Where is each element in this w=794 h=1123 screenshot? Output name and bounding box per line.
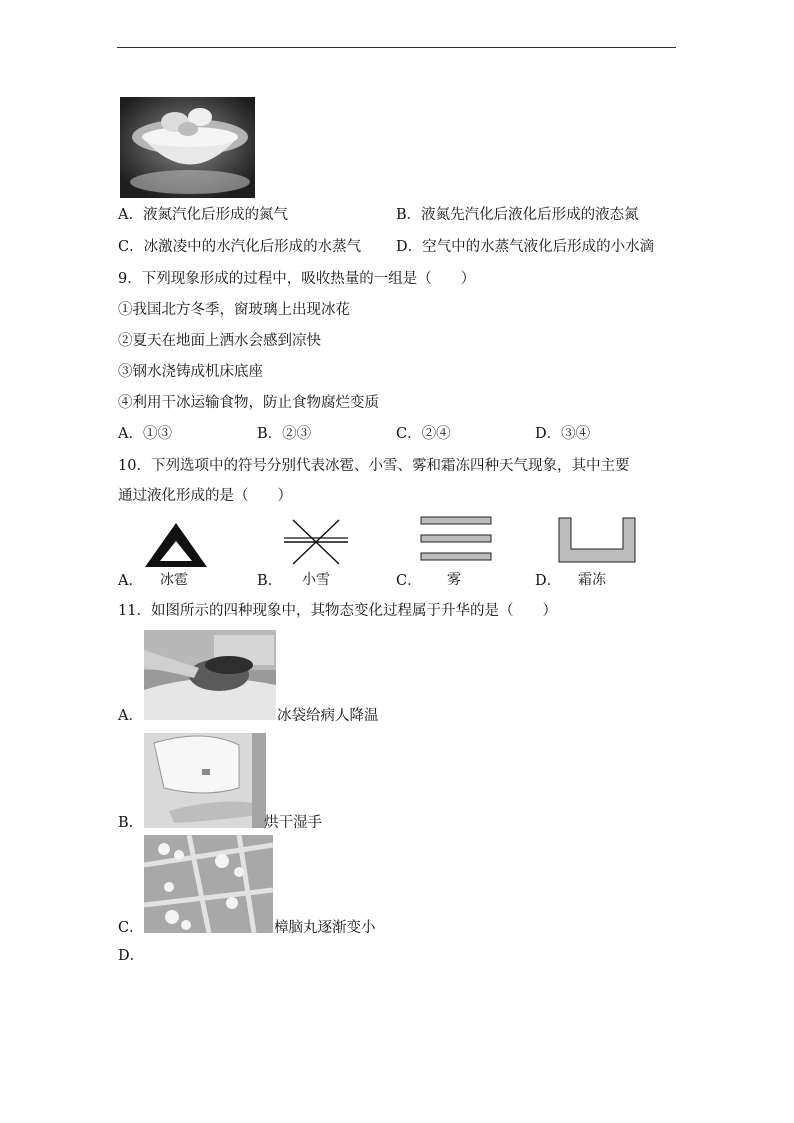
q10-option-b-letter: B． [257, 573, 283, 589]
hail-symbol-icon [143, 521, 209, 569]
q10-caption-fog: 雾 [447, 572, 461, 588]
q8-option-c: C．冰激凌中的水汽化后形成的水蒸气 [118, 239, 362, 255]
q9-item-1: ①我国北方冬季，窗玻璃上出现冰花 [118, 302, 350, 318]
hand-dryer-photo [144, 733, 266, 828]
q8-option-d: D．空气中的水蒸气液化后形成的小水滴 [396, 239, 655, 255]
q11-stem: 11．如图所示的四种现象中，其物态变化过程属于升华的是（ ） [118, 603, 557, 619]
q9-stem: 9．下列现象形成的过程中，吸收热量的一组是（ ） [118, 271, 476, 287]
q11-caption-hand-dryer: 烘干湿手 [264, 815, 322, 831]
q9-option-a: A．①③ [118, 426, 172, 442]
q10-option-a-letter: A． [118, 573, 143, 589]
q9-item-2: ②夏天在地面上洒水会感到凉快 [118, 333, 321, 349]
q9-item-3: ③钢水浇铸成机床底座 [118, 364, 263, 380]
header-rule [117, 47, 676, 48]
q10-option-d-letter: D． [535, 573, 562, 589]
fog-symbol-icon [420, 516, 492, 562]
q10-stem-line1: 10．下列选项中的符号分别代表冰雹、小雪、雾和霜冻四种天气现象，其中主要 [118, 458, 630, 474]
q11-option-a-letter: A． [118, 708, 143, 724]
q9-item-4: ④利用干冰运输食物，防止食物腐烂变质 [118, 395, 379, 411]
q9-option-b: B．②③ [257, 426, 312, 442]
q10-stem-line2: 通过液化形成的是（ ） [118, 488, 292, 504]
q10-caption-light-snow: 小雪 [302, 572, 330, 588]
ice-pack-patient-photo [144, 630, 276, 720]
q11-option-c-letter: C． [118, 920, 144, 936]
q10-caption-hail: 冰雹 [160, 572, 188, 588]
liquid-nitrogen-icecream-photo [120, 97, 255, 198]
q9-option-c: C．②④ [396, 426, 451, 442]
camphor-balls-photo [144, 835, 273, 933]
frost-symbol-icon [558, 517, 636, 563]
q11-caption-ice-pack: 冰袋给病人降温 [277, 708, 379, 724]
q8-option-a: A．液氮汽化后形成的氮气 [118, 207, 288, 223]
light-snow-symbol-icon [281, 517, 351, 567]
q10-caption-frost: 霜冻 [578, 572, 606, 588]
q11-option-b-letter: B． [118, 815, 144, 831]
q11-caption-camphor: 樟脑丸逐渐变小 [274, 920, 376, 936]
q11-option-d-letter: D． [118, 948, 145, 964]
q9-option-d: D．③④ [535, 426, 591, 442]
q10-option-c-letter: C． [396, 573, 422, 589]
q8-option-b: B．液氮先汽化后液化后形成的液态氮 [396, 207, 639, 223]
